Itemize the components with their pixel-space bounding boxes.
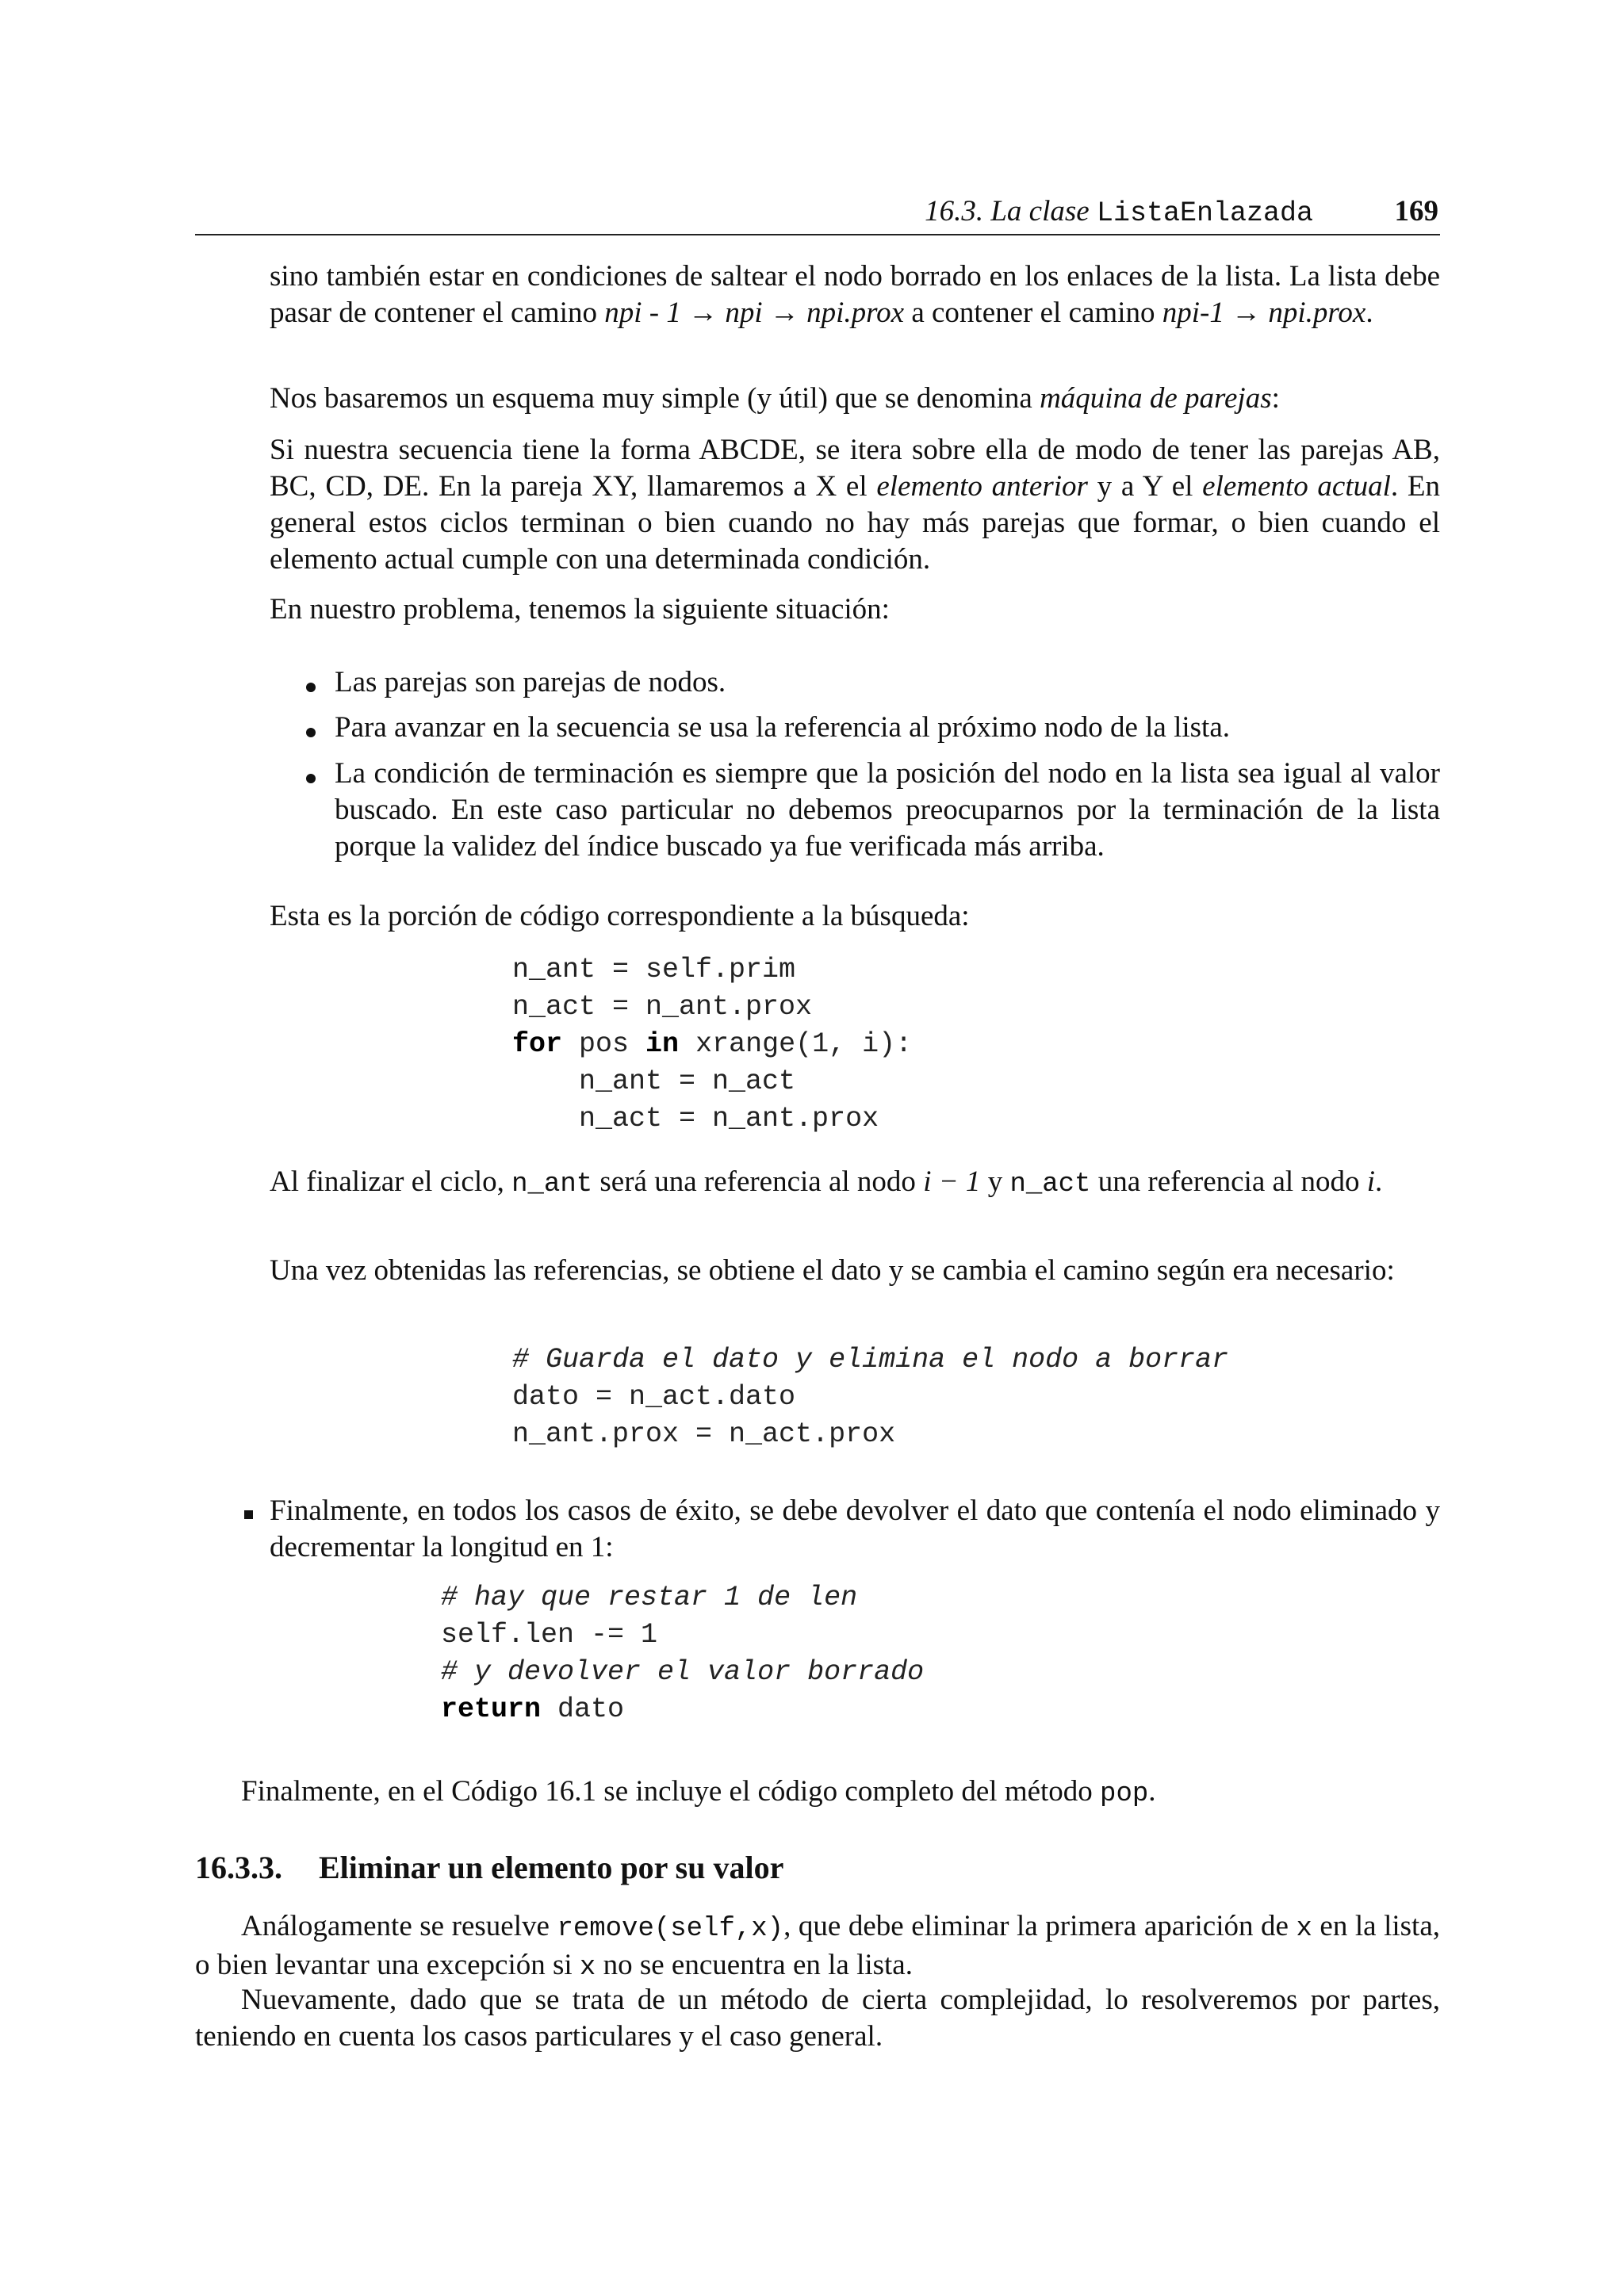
section-heading	[195, 1849, 783, 1886]
list-square-marker	[244, 1510, 253, 1519]
bullet-dot	[306, 728, 316, 737]
paragraph-10: Nuevamente, dado que se trata de un método de cierta complejidad, lo resolveremos por partes, teniendo en cuenta los casos particulares y el caso general.	[195, 1984, 1440, 2053]
paragraph-2: Nos basaremos un esquema muy simple (y útil) que se denomina máquina de parejas:	[270, 382, 1280, 415]
header-section-title: 16.3. La clase ListaEnlazada	[925, 195, 1313, 229]
paragraph-1: sino también estar en condiciones de saltear el nodo borrado en los enlaces de la lista. La lista debe pasar de contener el camino npi - 1 → npi → npi.prox a contener el camino npi-1 → npi.prox.	[270, 260, 1440, 329]
bullet-item-2: Para avanzar en la secuencia se usa la referencia al próximo nodo de la lista.	[335, 711, 1230, 744]
page-number: 169	[1394, 195, 1438, 228]
list-item-final: Finalmente, en todos los casos de éxito, se debe devolver el dato que contenía el nodo eliminado y decrementar la longitud en 1:	[270, 1494, 1440, 1563]
running-header	[195, 193, 1440, 235]
paragraph-6: Al finalizar el ciclo, n_ant será una referencia al nodo i − 1 y n_act una referencia al nodo i.	[270, 1165, 1383, 1200]
paragraph-9: Análogamente se resuelve remove(self,x), que debe eliminar la primera aparición de x en la lista, o bien levantar una excepción si x no se encuentra en la lista.	[195, 1910, 1441, 1983]
code-block-remove-node: # Guarda el dato y elimina el nodo a borrar dato = n_act.dato n_ant.prox = n_act.prox	[512, 1344, 1229, 1450]
bullet-dot	[306, 683, 316, 692]
section-number: 16.3.3.	[195, 1850, 282, 1885]
bullet-item-3: La condición de terminación es siempre que la posición del nodo en la lista sea igual al valor buscado. En este caso particular no debemos preocuparnos por la terminación de la lista porque la validez del índice buscado ya fue verificada más arriba.	[335, 757, 1440, 863]
header-class-name: ListaEnlazada	[1096, 197, 1313, 229]
paragraph-4: En nuestro problema, tenemos la siguiente situación:	[270, 593, 890, 626]
code-block-search: n_ant = self.prim n_act = n_ant.prox for pos in xrange(1, i): n_ant = n_act n_act = n_ant.prox	[512, 954, 913, 1135]
code-block-return: # hay que restar 1 de len self.len -= 1 # y devolver el valor borrado return dato	[441, 1582, 925, 1725]
section-title: Eliminar un elemento por su valor	[319, 1850, 784, 1885]
bullet-item-1: Las parejas son parejas de nodos.	[335, 666, 726, 698]
paragraph-7: Una vez obtenidas las referencias, se obtiene el dato y se cambia el camino según era necesario:	[270, 1254, 1395, 1287]
bullet-dot	[306, 774, 316, 783]
paragraph-8: Finalmente, en el Código 16.1 se incluye el código completo del método pop.	[241, 1775, 1156, 1809]
paragraph-5: Esta es la porción de código correspondiente a la búsqueda:	[270, 900, 970, 932]
paragraph-3: Si nuestra secuencia tiene la forma ABCDE, se itera sobre ella de modo de tener las parejas AB, BC, CD, DE. En la pareja XY, llamaremos a X el elemento anterior y a Y el elemento actual. En general estos ciclos terminan o bien cuando no hay más parejas que formar, o bien cuando el elemento actual cumple con una determinada condición.	[270, 434, 1440, 576]
